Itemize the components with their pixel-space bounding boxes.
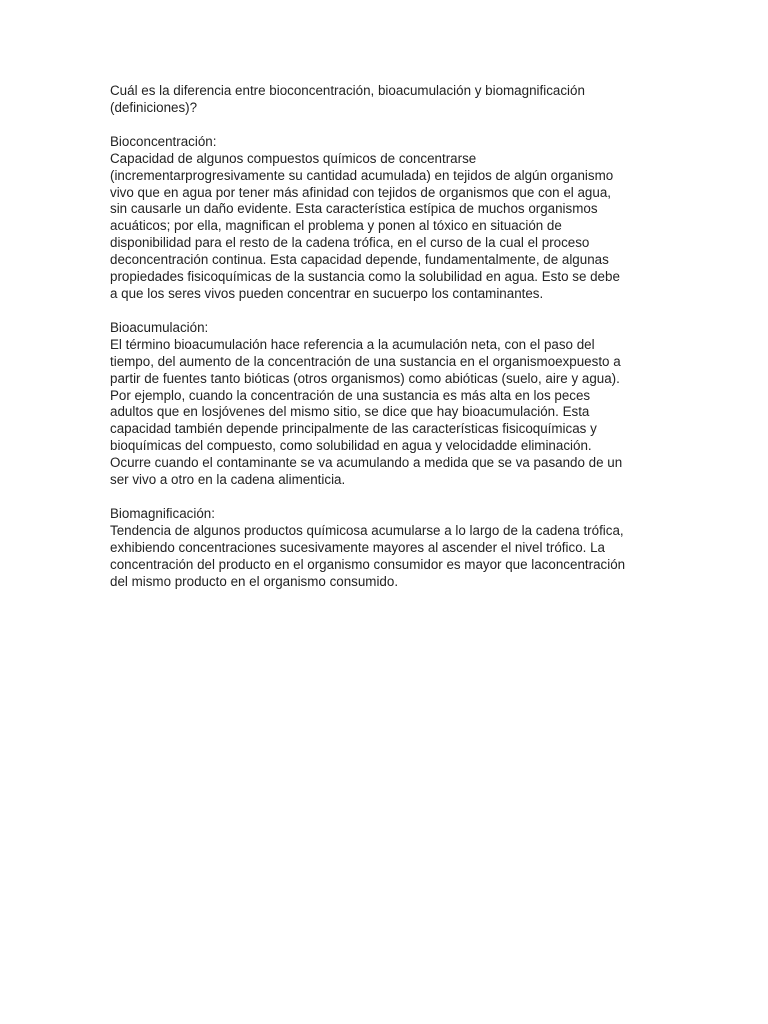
text-line: sin causarle un daño evidente. Esta característica estípica de muchos organismos [110, 201, 598, 217]
section-bioacumulacion [110, 320, 670, 489]
text-line: disponibilidad para el resto de la cadena trófica, en el curso de la cual el proceso [110, 235, 590, 251]
text-line: acuáticos; por ella, magnifican el problema y ponen al tóxico en situación de [110, 218, 562, 234]
section-heading: Bioconcentración: [110, 133, 217, 149]
paragraph-gap [110, 117, 670, 134]
text-line: concentración del producto en el organismo consumidor es mayor que laconcentración [110, 556, 626, 572]
paragraph-gap [110, 303, 670, 320]
text-line: capacidad también depende principalmente de las características fisicoquímicas y [110, 421, 597, 437]
text-line: exhibiendo concentraciones sucesivamente mayores al ascender el nivel trófico. La [110, 539, 605, 555]
text-line: deconcentración continua. Esta capacidad depende, fundamentalmente, de algunas [110, 252, 609, 268]
text-line: El término bioacumulación hace referencia a la acumulación neta, con el paso del [110, 336, 595, 352]
text-line: vivo que en agua por tener más afinidad con tejidos de organismos que con el agua, [110, 184, 611, 200]
paragraph-gap [110, 489, 670, 506]
text-line: (incrementarprogresivamente su cantidad acumulada) en tejidos de algún organismo [110, 167, 614, 183]
text-line: tiempo, del aumento de la concentración de una sustancia en el organismoexpuesto a [110, 353, 621, 369]
text-line: (definiciones)? [110, 99, 198, 115]
text-line: partir de fuentes tanto bióticas (otros organismos) como abióticas (suelo, aire y agua). [110, 370, 620, 386]
section-biomagnificacion [110, 506, 670, 591]
text-line: Tendencia de algunos productos químicosa acumularse a lo largo de la cadena trófica, [110, 522, 624, 538]
text-line: Capacidad de algunos compuestos químicos de concentrarse [110, 150, 477, 166]
text-line: Cuál es la diferencia entre bioconcentración, bioacumulación y biomagnificación [110, 83, 585, 98]
text-line: Ocurre cuando el contaminante se va acumulando a medida que se va pasando de un [110, 455, 623, 471]
text-line: bioquímicas del compuesto, como solubilidad en agua y velocidadde eliminación. [110, 438, 592, 454]
text-line: a que los seres vivos pueden concentrar en sucuerpo los contaminantes. [110, 285, 544, 301]
question-text [110, 83, 670, 117]
text-line: ser vivo a otro en la cadena alimenticia. [110, 472, 346, 488]
text-line: propiedades fisicoquímicas de la sustancia como la solubilidad en agua. Esto se debe [110, 269, 620, 285]
section-heading: Bioacumulación: [110, 319, 209, 335]
section-bioconcentracion [110, 134, 670, 303]
text-line: Por ejemplo, cuando la concentración de una sustancia es más alta en los peces [110, 387, 591, 403]
document-body [110, 83, 670, 590]
section-heading: Biomagnificación: [110, 505, 215, 521]
text-line: adultos que en losjóvenes del mismo sitio, se dice que hay bioacumulación. Esta [110, 404, 590, 420]
text-line: del mismo producto en el organismo consumido. [110, 573, 399, 589]
